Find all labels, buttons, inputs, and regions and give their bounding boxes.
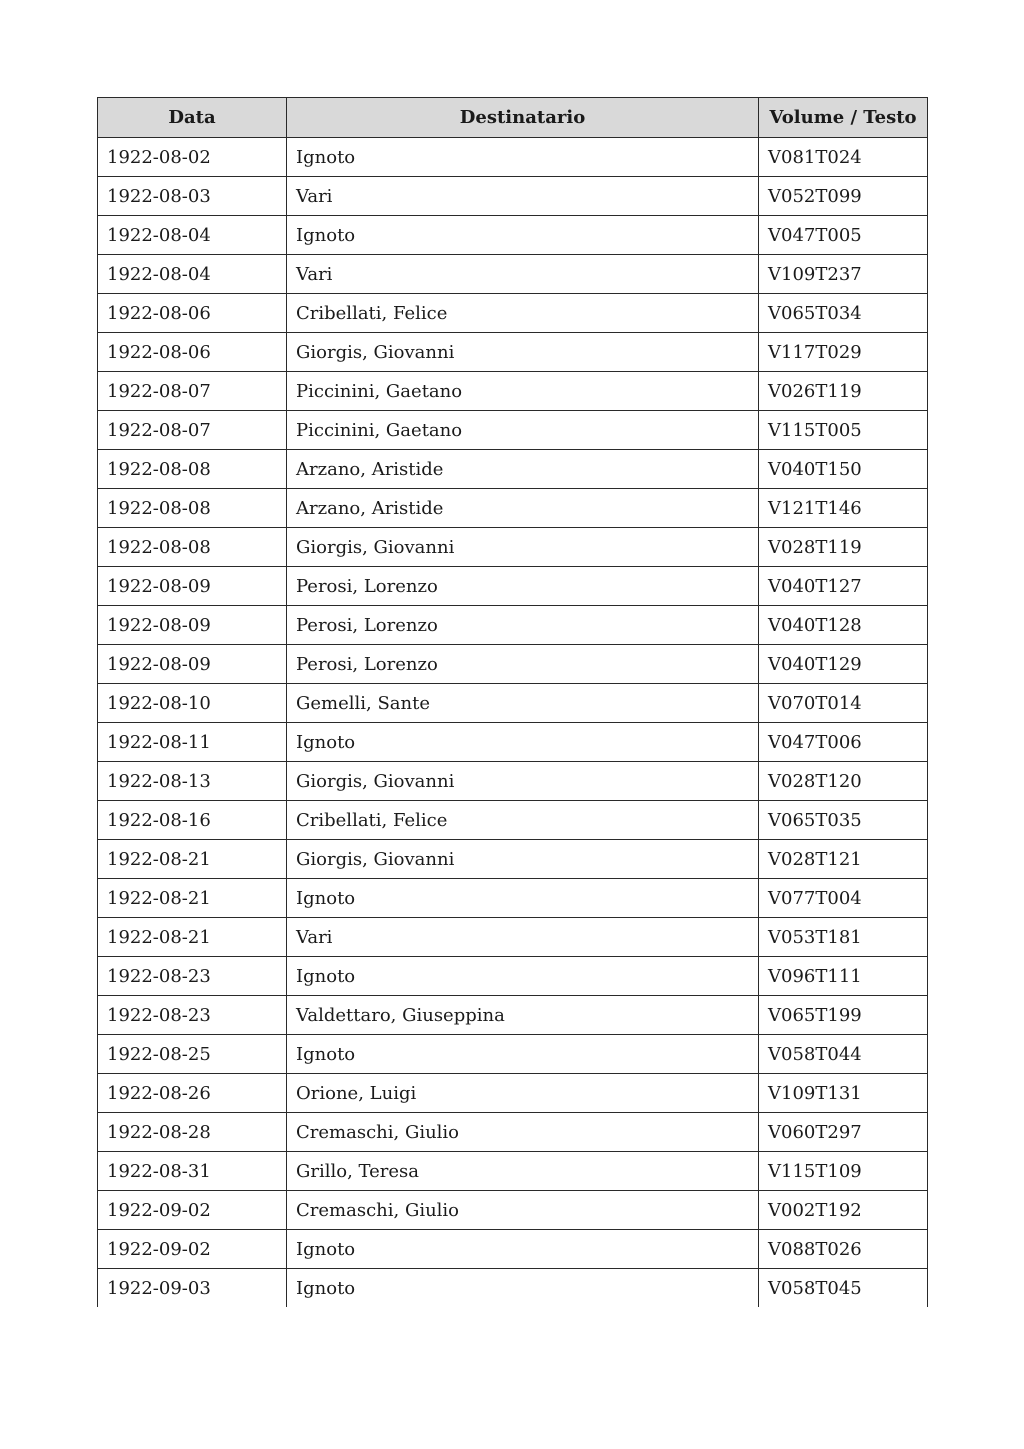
table-row [98,801,928,840]
cell-date: 1922-08-04 [98,216,287,255]
cell-date: 1922-08-23 [98,996,287,1035]
cell-recipient: Vari [287,177,759,216]
cell-volume: V040T128 [759,606,928,645]
cell-volume: V070T014 [759,684,928,723]
cell-volume: V040T129 [759,645,928,684]
cell-volume: V065T034 [759,294,928,333]
table-row [98,255,928,294]
table-row [98,684,928,723]
cell-volume: V047T005 [759,216,928,255]
cell-volume: V109T131 [759,1074,928,1113]
cell-recipient: Ignoto [287,1269,759,1308]
cell-volume: V115T109 [759,1152,928,1191]
table-row [98,996,928,1035]
table-row [98,723,928,762]
table-row [98,840,928,879]
cell-recipient: Giorgis, Giovanni [287,762,759,801]
cell-recipient: Ignoto [287,216,759,255]
cell-date: 1922-08-25 [98,1035,287,1074]
cell-date: 1922-08-09 [98,567,287,606]
table-row [98,1230,928,1269]
column-header-date: Data [98,98,287,138]
cell-date: 1922-08-31 [98,1152,287,1191]
cell-volume: V117T029 [759,333,928,372]
cell-volume: V058T044 [759,1035,928,1074]
cell-volume: V077T004 [759,879,928,918]
table-row [98,333,928,372]
cell-date: 1922-08-07 [98,411,287,450]
cell-recipient: Arzano, Aristide [287,489,759,528]
cell-recipient: Valdettaro, Giuseppina [287,996,759,1035]
table-row [98,372,928,411]
table-row [98,489,928,528]
cell-volume: V002T192 [759,1191,928,1230]
cell-date: 1922-09-03 [98,1269,287,1308]
table-row [98,411,928,450]
table-row [98,762,928,801]
cell-recipient: Giorgis, Giovanni [287,333,759,372]
cell-date: 1922-08-06 [98,333,287,372]
cell-date: 1922-08-04 [98,255,287,294]
cell-volume: V026T119 [759,372,928,411]
table-row [98,294,928,333]
cell-recipient: Grillo, Teresa [287,1152,759,1191]
cell-recipient: Perosi, Lorenzo [287,606,759,645]
cell-volume: V028T119 [759,528,928,567]
cell-date: 1922-08-07 [98,372,287,411]
cell-date: 1922-09-02 [98,1230,287,1269]
cell-recipient: Ignoto [287,957,759,996]
table-row [98,1074,928,1113]
cell-volume: V028T120 [759,762,928,801]
cell-date: 1922-08-11 [98,723,287,762]
cell-volume: V088T026 [759,1230,928,1269]
cell-date: 1922-08-13 [98,762,287,801]
cell-date: 1922-09-02 [98,1191,287,1230]
table-row [98,1269,928,1308]
table-row [98,1152,928,1191]
cell-recipient: Giorgis, Giovanni [287,528,759,567]
cell-date: 1922-08-23 [98,957,287,996]
cell-date: 1922-08-08 [98,450,287,489]
cell-recipient: Ignoto [287,138,759,177]
cell-date: 1922-08-16 [98,801,287,840]
cell-volume: V040T150 [759,450,928,489]
table-row [98,177,928,216]
table-row [98,957,928,996]
table-header-row [98,98,928,138]
cell-recipient: Cribellati, Felice [287,294,759,333]
cell-recipient: Orione, Luigi [287,1074,759,1113]
table-row [98,1191,928,1230]
cell-recipient: Cremaschi, Giulio [287,1191,759,1230]
cell-volume: V052T099 [759,177,928,216]
cell-recipient: Cremaschi, Giulio [287,1113,759,1152]
cell-volume: V081T024 [759,138,928,177]
cell-volume: V065T035 [759,801,928,840]
table-row [98,528,928,567]
cell-recipient: Vari [287,255,759,294]
cell-recipient: Ignoto [287,879,759,918]
cell-recipient: Cribellati, Felice [287,801,759,840]
cell-date: 1922-08-03 [98,177,287,216]
cell-recipient: Arzano, Aristide [287,450,759,489]
cell-recipient: Perosi, Lorenzo [287,567,759,606]
table-row [98,645,928,684]
cell-volume: V028T121 [759,840,928,879]
table-row [98,918,928,957]
table-row [98,567,928,606]
column-header-recipient: Destinatario [287,98,759,138]
cell-date: 1922-08-08 [98,528,287,567]
table-row [98,1035,928,1074]
table-row [98,138,928,177]
cell-recipient: Giorgis, Giovanni [287,840,759,879]
cell-date: 1922-08-09 [98,606,287,645]
table-row [98,606,928,645]
cell-recipient: Ignoto [287,1035,759,1074]
table-body [98,138,928,1308]
letters-table-container [97,97,927,1307]
table-row [98,1113,928,1152]
cell-date: 1922-08-10 [98,684,287,723]
column-header-volume: Volume / Testo [759,98,928,138]
cell-recipient: Ignoto [287,723,759,762]
cell-recipient: Ignoto [287,1230,759,1269]
cell-date: 1922-08-28 [98,1113,287,1152]
cell-date: 1922-08-21 [98,918,287,957]
cell-volume: V040T127 [759,567,928,606]
cell-date: 1922-08-06 [98,294,287,333]
cell-date: 1922-08-21 [98,840,287,879]
cell-volume: V053T181 [759,918,928,957]
cell-volume: V065T199 [759,996,928,1035]
table-row [98,216,928,255]
cell-volume: V121T146 [759,489,928,528]
cell-date: 1922-08-02 [98,138,287,177]
cell-volume: V060T297 [759,1113,928,1152]
cell-date: 1922-08-21 [98,879,287,918]
cell-volume: V096T111 [759,957,928,996]
cell-date: 1922-08-09 [98,645,287,684]
letters-table [97,97,928,1307]
cell-volume: V058T045 [759,1269,928,1308]
cell-recipient: Perosi, Lorenzo [287,645,759,684]
cell-date: 1922-08-26 [98,1074,287,1113]
table-row [98,450,928,489]
cell-recipient: Piccinini, Gaetano [287,411,759,450]
cell-recipient: Gemelli, Sante [287,684,759,723]
cell-date: 1922-08-08 [98,489,287,528]
cell-volume: V115T005 [759,411,928,450]
cell-recipient: Vari [287,918,759,957]
cell-volume: V109T237 [759,255,928,294]
table-row [98,879,928,918]
cell-recipient: Piccinini, Gaetano [287,372,759,411]
cell-volume: V047T006 [759,723,928,762]
